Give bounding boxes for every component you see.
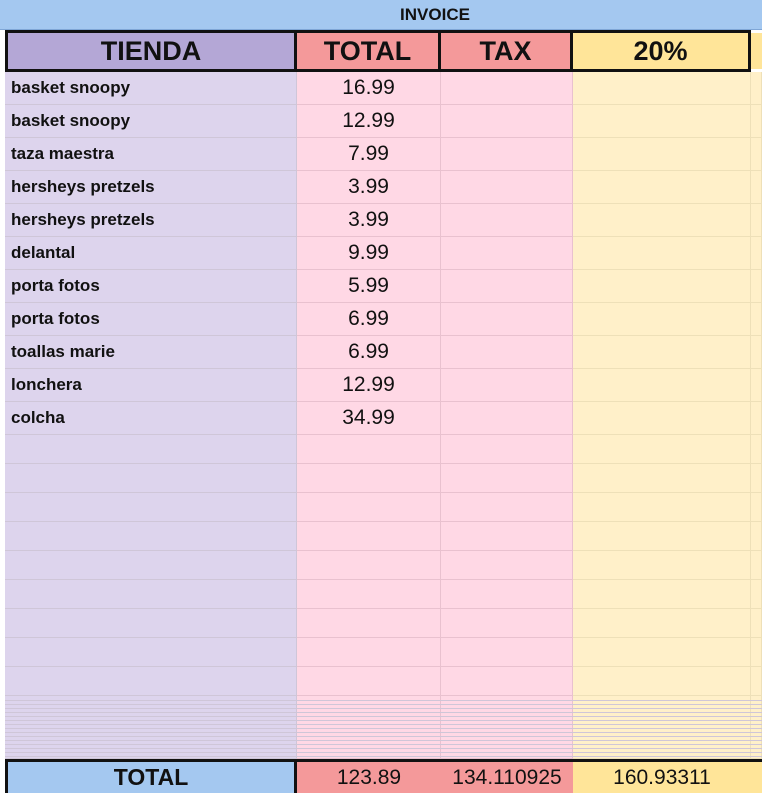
item-extra-cell[interactable] [751,369,762,402]
empty-cell[interactable] [5,522,297,551]
item-total-cell[interactable]: 9.99 [297,237,441,270]
empty-cell[interactable] [441,609,573,638]
item-extra-cell[interactable] [751,204,762,237]
item-name-cell[interactable]: delantal [5,237,297,270]
item-percent-cell[interactable] [573,237,751,270]
item-percent-cell[interactable] [573,369,751,402]
collapsed-row-line [5,728,762,729]
item-extra-cell[interactable] [751,303,762,336]
collapsed-row-line [5,716,762,717]
empty-cell[interactable] [5,551,297,580]
item-tax-cell[interactable] [441,402,573,435]
empty-cell[interactable] [573,667,751,696]
empty-cell[interactable] [441,580,573,609]
empty-cell[interactable] [751,522,762,551]
item-total-cell[interactable]: 16.99 [297,72,441,105]
item-total-cell[interactable]: 3.99 [297,171,441,204]
item-name-cell[interactable]: taza maestra [5,138,297,171]
empty-cell[interactable] [5,667,297,696]
item-total-cell[interactable]: 3.99 [297,204,441,237]
empty-cell[interactable] [297,638,441,667]
header-extra-cell[interactable] [751,33,762,69]
item-percent-cell[interactable] [573,105,751,138]
item-total-cell[interactable]: 34.99 [297,402,441,435]
empty-cell[interactable] [441,435,573,464]
item-name-cell[interactable]: lonchera [5,369,297,402]
item-tax-cell[interactable] [441,237,573,270]
collapsed-row-line [5,700,762,701]
empty-cell[interactable] [5,638,297,667]
empty-cell[interactable] [573,522,751,551]
item-extra-cell[interactable] [751,171,762,204]
empty-cell[interactable] [5,493,297,522]
invoice-title[interactable]: INVOICE [400,5,470,24]
item-tax-cell[interactable] [441,303,573,336]
item-name-cell[interactable]: basket snoopy [5,105,297,138]
empty-cell[interactable] [573,435,751,464]
item-tax-cell[interactable] [441,171,573,204]
total-label[interactable]: TOTAL [5,759,297,793]
empty-cell[interactable] [441,551,573,580]
empty-cell[interactable] [573,493,751,522]
item-name-cell[interactable]: hersheys pretzels [5,171,297,204]
empty-cell[interactable] [573,464,751,493]
collapsed-row-line [5,736,762,737]
empty-cell[interactable] [441,464,573,493]
item-name-cell[interactable]: toallas marie [5,336,297,369]
item-extra-cell[interactable] [751,72,762,105]
item-extra-cell[interactable] [751,105,762,138]
item-total-cell[interactable]: 12.99 [297,105,441,138]
empty-cell[interactable] [297,580,441,609]
item-extra-cell[interactable] [751,270,762,303]
item-tax-cell[interactable] [441,270,573,303]
collapsed-row-line [5,720,762,721]
empty-cell[interactable] [751,580,762,609]
empty-cell[interactable] [751,609,762,638]
collapsed-row-line [5,708,762,709]
item-tax-cell[interactable] [441,138,573,171]
empty-cell[interactable] [751,493,762,522]
item-total-cell[interactable]: 6.99 [297,303,441,336]
empty-cell[interactable] [751,638,762,667]
empty-cell[interactable] [297,609,441,638]
collapsed-row-line [5,732,762,733]
empty-cell[interactable] [5,609,297,638]
empty-cell[interactable] [573,638,751,667]
collapsed-row-line [5,740,762,741]
item-tax-cell[interactable] [441,204,573,237]
total-percent[interactable]: 160.93311 [573,759,751,793]
collapsed-row-line [5,744,762,745]
item-percent-cell[interactable] [573,204,751,237]
item-tax-cell[interactable] [441,72,573,105]
item-percent-cell[interactable] [573,402,751,435]
empty-cell[interactable] [441,522,573,551]
collapsed-row-line [5,712,762,713]
total-sum[interactable]: 123.89 [297,759,441,793]
empty-cell[interactable] [573,551,751,580]
empty-cell[interactable] [5,464,297,493]
item-total-cell[interactable]: 6.99 [297,336,441,369]
collapsed-row-line [5,748,762,749]
item-percent-cell[interactable] [573,303,751,336]
empty-cell[interactable] [5,435,297,464]
item-percent-cell[interactable] [573,138,751,171]
item-name-cell[interactable]: hersheys pretzels [5,204,297,237]
empty-cell[interactable] [297,551,441,580]
item-tax-cell[interactable] [441,369,573,402]
empty-cell[interactable] [751,667,762,696]
empty-cell[interactable] [297,464,441,493]
header-total[interactable]: TOTAL [297,30,441,72]
empty-cell[interactable] [5,580,297,609]
item-name-cell[interactable]: basket snoopy [5,72,297,105]
item-tax-cell[interactable] [441,336,573,369]
collapsed-row-line [5,752,762,753]
empty-cell[interactable] [751,464,762,493]
item-percent-cell[interactable] [573,270,751,303]
item-name-cell[interactable]: porta fotos [5,303,297,336]
title-row[interactable] [0,0,762,30]
item-extra-cell[interactable] [751,336,762,369]
item-name-cell[interactable]: porta fotos [5,270,297,303]
item-total-cell[interactable]: 12.99 [297,369,441,402]
item-percent-cell[interactable] [573,336,751,369]
empty-cell[interactable] [441,667,573,696]
item-percent-cell[interactable] [573,72,751,105]
item-extra-cell[interactable] [751,402,762,435]
empty-cell[interactable] [297,435,441,464]
item-extra-cell[interactable] [751,237,762,270]
empty-cell[interactable] [441,638,573,667]
total-extra-cell[interactable] [751,759,762,793]
item-percent-cell[interactable] [573,171,751,204]
collapsed-row-line [5,704,762,705]
item-name-cell[interactable]: colcha [5,402,297,435]
item-total-cell[interactable]: 7.99 [297,138,441,171]
empty-cell[interactable] [751,435,762,464]
empty-cell[interactable] [441,493,573,522]
empty-cell[interactable] [573,609,751,638]
empty-cell[interactable] [297,667,441,696]
header-tax[interactable]: TAX [441,30,573,72]
header-tienda[interactable]: TIENDA [5,30,297,72]
item-total-cell[interactable]: 5.99 [297,270,441,303]
empty-cell[interactable] [751,551,762,580]
empty-cell[interactable] [297,522,441,551]
total-tax[interactable]: 134.110925 [441,759,573,793]
collapsed-row-line [5,724,762,725]
collapsed-row-line [5,756,762,757]
empty-cell[interactable] [573,580,751,609]
item-tax-cell[interactable] [441,105,573,138]
header-percent[interactable]: 20% [573,30,751,72]
item-extra-cell[interactable] [751,138,762,171]
empty-cell[interactable] [297,493,441,522]
